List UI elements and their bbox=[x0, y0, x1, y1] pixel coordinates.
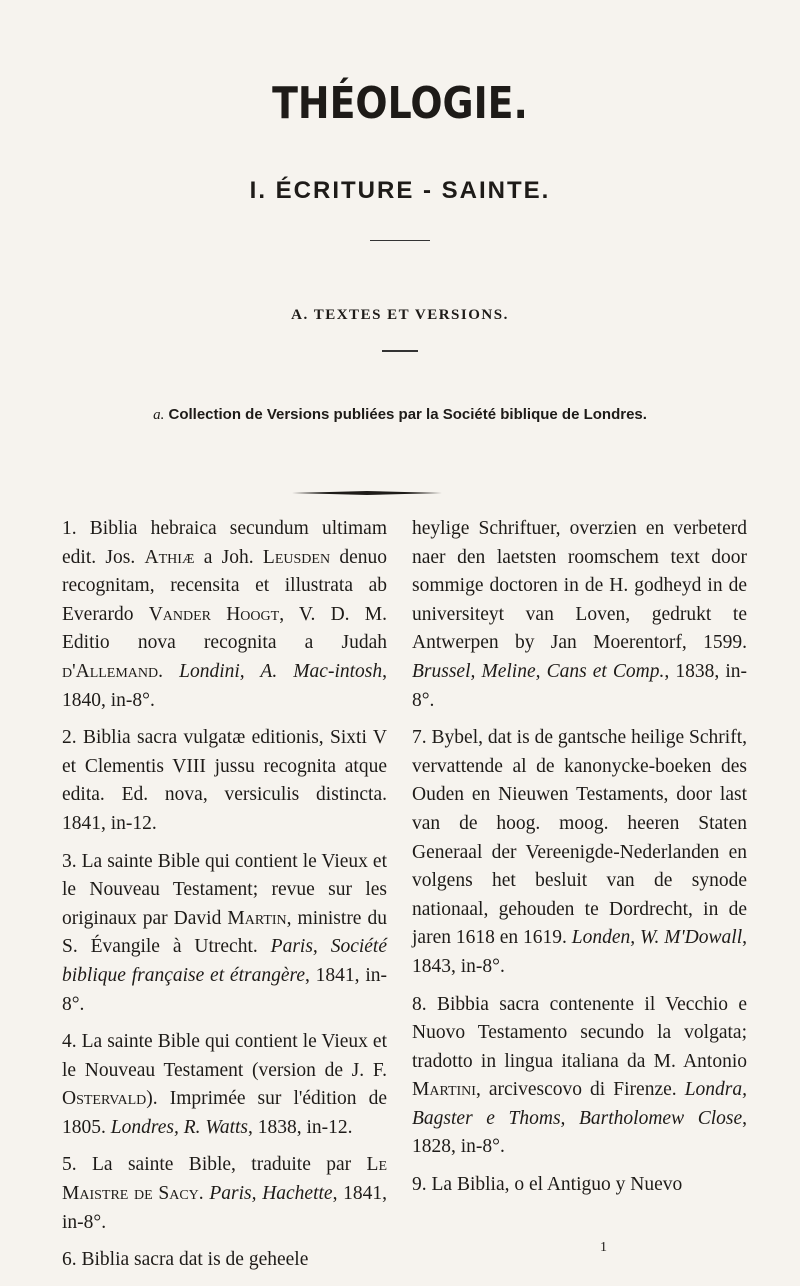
section-heading: I. ÉCRITURE - SAINTE. bbox=[249, 177, 551, 204]
entry-3: 3. La sainte Bible qui contient le Vieux et le Nouveau Testament; revue sur les originaux par David Martin, ministre du S. Évangile à Utrecht. Paris, Société biblique française et étrangère, 1841, in-8°. bbox=[62, 850, 388, 1015]
entry-8: 8. Bibbia sacra contenente il Vecchio e Nuovo Testamento secundo la volgata; tradotto in lingua italiana da M. Antonio Martini, arcivescovo di Firenze. Londra, Bagster e Thoms, Bartholomew Close, 1828, in-8°. bbox=[412, 993, 747, 1158]
entry-9: 9. La Biblia, o el Antiguo y Nuevo bbox=[412, 1174, 683, 1196]
page-title: THÉOLOGIE. bbox=[272, 78, 528, 129]
signature-mark: 1 bbox=[600, 1240, 607, 1255]
entry-6-continued: heylige Schriftuer, overzien en verbeterd naer den laetsten roomschem text door sommige doctoren in de H. godheyd in de universiteyt van Loven, gedrukt te Antwerpen by Jan Moerentorf, 1599. Brussel, Meline, Cans et Comp., 1838, in-8°. bbox=[412, 518, 747, 711]
left-column bbox=[62, 515, 387, 1284]
entry-7: 7. Bybel, dat is de gantsche heilige Schrift, vervattende al de kanonycke-boeken des Ouden en Nieuwen Testaments, door last van de hoog. moog. heeren Staten Generaal der Vereenigde-Nederlanden en volgens het besluit van de synode nationaal, gehouden te Dordrecht, in de jaren 1618 en 1619. Londen, W. M'Dowall, 1843, in-8°. bbox=[412, 727, 747, 977]
entry-1: 1. Biblia hebraica secundum ultimam edit. Jos. Athiæ a Joh. Leusden denuo recognitam, recensita et illustrata ab Everardo Vander Hoogt, V. D. M. Editio nova recognita a Judah d'Allemand. Londini, A. Mac-intosh, 1840, in-8°. bbox=[62, 518, 388, 711]
entry-4: 4. La sainte Bible qui contient le Vieux et le Nouveau Testament (version de J. F. Ostervald). Imprimée sur l'édition de 1805. Londres, R. Watts, 1838, in-12. bbox=[62, 1031, 387, 1138]
section-rule bbox=[370, 240, 430, 241]
entry-6: 6. Biblia sacra dat is de geheele bbox=[62, 1249, 309, 1271]
right-column bbox=[412, 515, 747, 1209]
entry-5: 5. La sainte Bible, traduite par Le Maistre de Sacy. Paris, Hachette, 1841, in-8°. bbox=[62, 1154, 388, 1233]
divider-ornament bbox=[292, 491, 442, 495]
collection-heading: a. Collection de Versions publiées par la Société biblique de Londres. bbox=[153, 406, 647, 423]
subsection-rule bbox=[382, 350, 418, 352]
subsection-heading: A. TEXTES ET VERSIONS. bbox=[291, 307, 509, 323]
entry-2: 2. Biblia sacra vulgatæ editionis, Sixti V et Clementis VIII jussu recognita atque edita. Ed. nova, versiculis distincta. 1841, in-12. bbox=[62, 727, 387, 834]
